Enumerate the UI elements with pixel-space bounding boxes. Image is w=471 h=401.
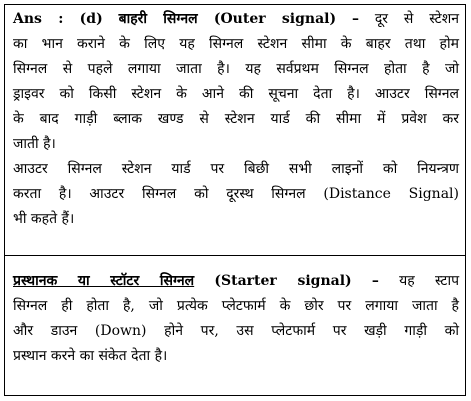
heading-dash: – bbox=[351, 11, 359, 27]
outer-signal-control-paragraph bbox=[13, 157, 459, 232]
paragraph-line: करता है। आउटर सिग्नल को दूरस्थ सिग्नल (Distance Signal) bbox=[13, 186, 459, 202]
starter-signal-paragraph bbox=[13, 269, 459, 369]
paragraph-line: जाती है। bbox=[13, 136, 56, 152]
starter-signal-title: प्रस्थानक या स्टॉटर सिग्नल bbox=[13, 273, 195, 289]
paragraph-line: ड्राइवर को किसी स्टेशन के आने की सूचना देता है। आउटर सिग्नल bbox=[13, 86, 459, 102]
starter-signal-heading-line bbox=[13, 269, 459, 294]
paragraph-line: सिग्नल से पहले लगाया जाता है। यह सर्वप्रथम सिग्नल होता है जो bbox=[13, 61, 459, 77]
section-divider bbox=[5, 255, 465, 256]
paragraph-line: भी कहते हैं। bbox=[13, 211, 75, 227]
paragraph-line: प्रस्थान करने का संकेत देता है। bbox=[13, 348, 168, 364]
outer-signal-paragraph bbox=[13, 7, 459, 157]
heading-dash: – bbox=[371, 273, 379, 289]
paragraph-line: का भान कराने के लिए यह सिग्नल स्टेशन सीमा के बाहर तथा होम bbox=[13, 36, 459, 52]
outer-signal-text-start: दूर से स्टेशन bbox=[374, 11, 459, 27]
answer-box bbox=[4, 4, 466, 396]
starter-signal-title-en: (Starter signal) bbox=[214, 273, 352, 289]
outer-signal-title: बाहरी सिग्नल (Outer signal) bbox=[118, 11, 337, 27]
outer-signal-heading-line bbox=[13, 7, 459, 32]
paragraph-line: सिग्नल ही होता है, जो प्रत्येक प्लेटफार्म के छोर पर लगाया जाता है bbox=[13, 298, 459, 314]
answer-tag: Ans : (d) bbox=[13, 11, 103, 27]
starter-signal-text-start: यह स्टाप bbox=[399, 273, 460, 289]
paragraph-line: के बाद गाड़ी ब्लाक खण्ड से स्टेशन यार्ड की सीमा में प्रवेश कर bbox=[13, 111, 459, 127]
paragraph-line: और डाउन (Down) होने पर, उस प्लेटफार्म पर खड़ी गाड़ी को bbox=[13, 323, 459, 339]
paragraph-line: आउटर सिग्नल स्टेशन यार्ड पर बिछी सभी लाइनों को नियन्त्रण bbox=[13, 161, 459, 177]
